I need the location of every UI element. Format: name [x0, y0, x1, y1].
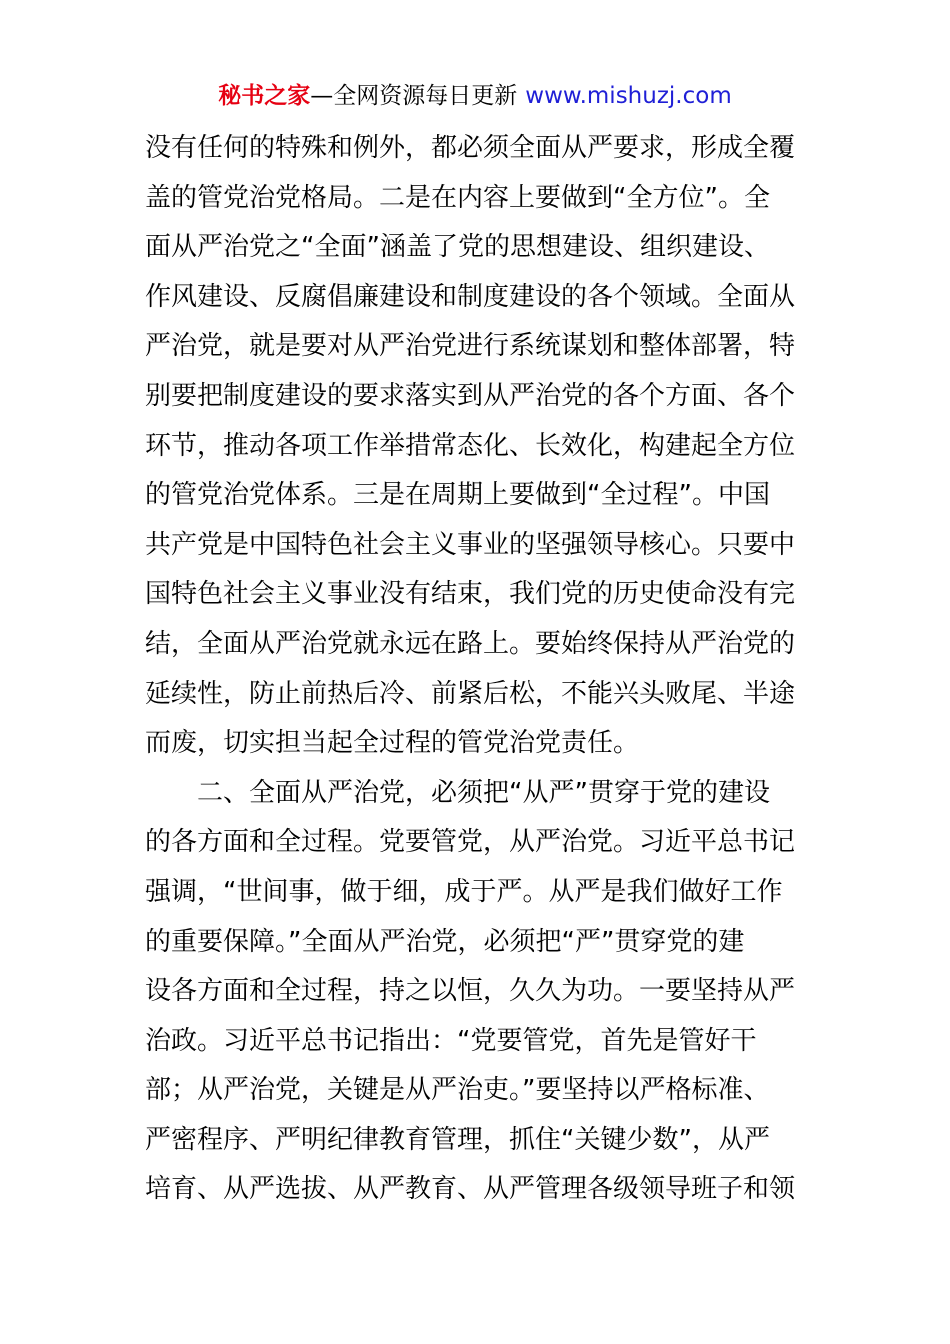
text-line: 盖的管党治党格局。二是在内容上要做到“全方位”。全: [145, 182, 770, 213]
text-line: 共产党是中国特色社会主义事业的坚强领导核心。只要中: [145, 529, 796, 560]
text-line: 作风建设、反腐倡廉建设和制度建设的各个领域。全面从: [145, 281, 796, 312]
text-line: 的重要保障。”全面从严治党，必须把“严”贯穿党的建: [145, 926, 745, 957]
page-header: [0, 80, 950, 112]
text-line: 强调，“世间事，做于细，成于严。从严是我们做好工作: [145, 876, 783, 907]
document-body: [145, 124, 810, 1215]
text-line: 没有任何的特殊和例外，都必须全面从严要求，形成全覆: [145, 133, 796, 163]
site-url[interactable]: www.mishuzj.com: [525, 83, 732, 109]
text-line: 别要把制度建设的要求落实到从严治党的各个方面、各个: [145, 380, 796, 411]
text-line: 治政。习近平总书记指出：“党要管党，首先是管好干: [145, 1025, 757, 1056]
paragraph-start-line: 二、全面从严治党，必须把“从严”贯穿于党的建设: [197, 777, 770, 808]
text-line: 部；从严治党，关键是从严治吏。”要坚持以严格标准、: [145, 1075, 770, 1106]
text-line: 的各方面和全过程。党要管党，从严治党。习近平总书记: [145, 827, 796, 858]
text-line: 国特色社会主义事业没有结束，我们党的历史使命没有完: [145, 579, 796, 610]
text-line: 的管党治党体系。三是在周期上要做到“全过程”。中国: [145, 480, 770, 511]
text-line: 设各方面和全过程，持之以恒，久久为功。一要坚持从严: [145, 976, 796, 1007]
text-line: 环节，推动各项工作举措常态化、长效化，构建起全方位: [145, 430, 796, 461]
text-line: 而废，切实担当起全过程的管党治党责任。: [145, 728, 640, 759]
text-line: 结，全面从严治党就永远在路上。要始终保持从严治党的: [145, 628, 796, 659]
text-line: 严密程序、严明纪律教育管理，抓住“关键少数”，从严: [145, 1124, 770, 1155]
text-line: 延续性，防止前热后冷、前紧后松，不能兴头败尾、半途: [145, 678, 796, 709]
site-tagline: —全网资源每日更新: [310, 83, 518, 109]
text-line: 严治党，就是要对从严治党进行系统谋划和整体部署，特: [145, 331, 796, 362]
text-line: 面从严治党之“全面”涵盖了党的思想建设、组织建设、: [145, 232, 770, 263]
site-brand: 秘书之家: [218, 83, 311, 109]
text-line: 培育、从严选拔、从严教育、从严管理各级领导班子和领: [145, 1174, 796, 1205]
